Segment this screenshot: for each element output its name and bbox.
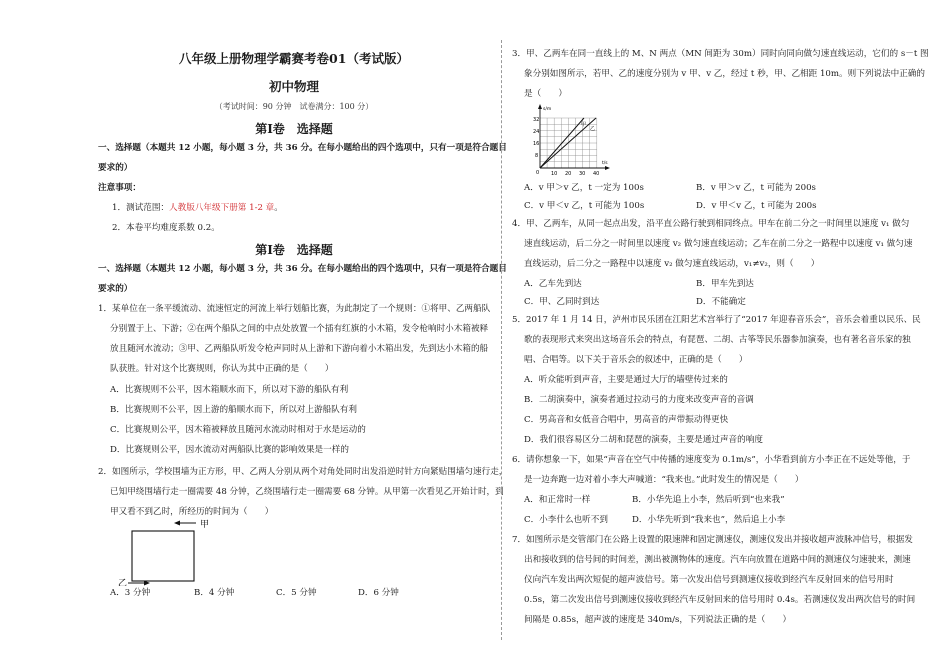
q4-option-a: A．乙车先到达 <box>524 279 582 289</box>
q7-line-3: 仪向汽车发出两次短促的超声波信号。第一次发出信号到测速仪接收到经汽车反射回来的信号用时 <box>524 575 894 585</box>
exam-title: 八年级上册物理学霸赛考卷01（考试版） <box>179 51 409 66</box>
note-1-suffix: 。 <box>274 203 283 213</box>
q3-option-b: B．v 甲＞v 乙，t 可能为 200s <box>696 183 816 193</box>
q3-option-d: D．v 甲＜v 乙，t 可能为 200s <box>696 201 817 211</box>
label-jia: 甲 <box>200 520 210 530</box>
note-1-prefix: 1．测试范围： <box>112 203 170 213</box>
q5-option-d: D．我们很容易区分二胡和琵琶的演奏，主要是通过声音的响度 <box>524 435 763 445</box>
y-axis-arrow <box>538 104 542 109</box>
x-tick-40: 40 <box>593 171 600 177</box>
column-divider <box>501 40 502 640</box>
y-tick-24: 24 <box>533 129 540 135</box>
section-heading-2: 第Ⅰ卷 选择题 <box>255 243 333 257</box>
origin-label: 0 <box>536 170 540 176</box>
q4-option-c: C．甲、乙同时到达 <box>524 297 600 307</box>
q6-option-c: C．小李什么也听不到 <box>524 515 608 525</box>
q4-line-3: 直线运动，后二分之一路程中以速度 v₂ 做匀速直线运动，v₁≠v₂，则（ ） <box>524 259 820 269</box>
q5-option-b: B．二胡演奏中，演奏者通过拉动弓的力度来改变声音的音调 <box>524 395 754 405</box>
x-tick-20: 20 <box>565 171 572 177</box>
section-instruction-1b: 要求的） <box>98 163 133 173</box>
q2-option-a: A．3 分钟 <box>110 588 151 598</box>
q3-option-c: C．v 甲＜v 乙，t 可能为 100s <box>524 201 645 211</box>
q2-line-3: 甲又看不到乙时，所经历的时间为（ ） <box>110 507 274 517</box>
q7-line-1: 7．如图所示是交管部门在公路上设置的限速牌和固定测速仪，测速仪发出并接收超声波脉冲信号，根据发 <box>512 535 913 545</box>
q6-line-1: 6．请你想象一下，如果“声音在空气中传播的速度变为 0.1m/s”，小华看到前方小李正在不远处等他，于 <box>512 455 911 465</box>
series-label-yi: 乙 <box>590 126 596 132</box>
q5-line-1: 5．2017 年 1 月 14 日，泸州市民乐团在江阳艺术宫举行了“2017 年迎春音乐会”，音乐会着重以民乐、民 <box>512 315 921 325</box>
q4-option-b: B．甲车先到达 <box>696 279 754 289</box>
note-2: 2．本卷平均难度系数 0.2。 <box>112 223 220 233</box>
x-tick-10: 10 <box>551 171 558 177</box>
x-axis-label: t/s <box>602 161 608 166</box>
q4-option-d: D．不能确定 <box>696 297 746 307</box>
q1-option-b: B．比赛规则不公平，因上游的船顺水而下，所以对上游船队有利 <box>110 405 357 415</box>
q2-option-b: B．4 分钟 <box>194 588 235 598</box>
q7-line-4: 0.5s，第二次发出信号到测速仪接收到经汽车反射回来的信号用时 0.4s。若测速仪发出两次信号的时间 <box>524 595 916 605</box>
note-1-scope: 人教版八年级下册第 1-2 章 <box>169 203 275 213</box>
q1-line-4: 队获胜。针对这个比赛规则，你认为其中正确的是（ ） <box>110 364 334 374</box>
q6-option-b: B．小华先追上小李，然后听到“也来我” <box>632 495 785 505</box>
q3-st-chart <box>520 102 614 178</box>
section-heading-1: 第Ⅰ卷 选择题 <box>255 122 333 136</box>
q4-line-1: 4．甲、乙两车，从同一起点出发，沿平直公路行驶到相同终点。甲车在前二分之一时间里以速度 v₁ 做匀 <box>512 219 910 229</box>
q6-line-2: 是一边奔跑一边对着小李大声喊道：“我来也。”此时发生的情况是（ ） <box>524 475 804 485</box>
q3-line-3: 是（ ） <box>524 89 567 99</box>
q1-option-a: A．比赛规则不公平，因木箱顺水而下，所以对下游的船队有利 <box>110 385 349 395</box>
q4-line-2: 速直线运动，后二分之一时间里以速度 v₂ 做匀速直线运动；乙车在前二分之一路程中以速度 v₁ 做匀速 <box>524 239 913 249</box>
jia-arrowhead <box>174 521 180 526</box>
q1-line-1: 1．某单位在一条平缓流动、流速恒定的河流上举行划船比赛，为此制定了一个规则：①将甲、乙两船队 <box>98 304 491 314</box>
q5-option-a: A．听众能听到声音，主要是通过大厅的墙壁传过来的 <box>524 375 728 385</box>
notes-title: 注意事项： <box>98 183 141 193</box>
q5-line-3: 唱、合唱等。以下关于音乐会的叙述中，正确的是（ ） <box>524 355 748 365</box>
y-tick-32: 32 <box>533 117 540 123</box>
q1-option-c: C．比赛规则公平，因木箱被释放且随河水流动时相对于水是运动的 <box>110 425 366 435</box>
note-1 <box>112 198 283 218</box>
section-instruction-1: 一、选择题（本题共 12 小题，每小题 3 分，共 36 分。在每小题给出的四个选项中，只有一项是符合题目 <box>98 143 507 153</box>
q7-line-2: 出和接收到的信号间的时间差，测出被测物体的速度。汽车向放置在道路中间的测速仪匀速驶来，测速 <box>524 555 911 565</box>
q6-option-a: A．和正常时一样 <box>524 495 591 505</box>
q1-line-2: 分别置于上、下游；②在两个船队之间的中点处放置一个插有红旗的小木箱，发令枪响时小木箱被释 <box>110 324 489 334</box>
q7-line-5: 间隔是 0.85s，超声波的速度是 340m/s，下列说法正确的是（ ） <box>524 615 792 625</box>
section-instruction-2b: 要求的） <box>98 284 133 294</box>
q2-option-d: D．6 分钟 <box>358 588 399 598</box>
exam-info: （考试时间：90 分钟 试卷满分：100 分） <box>214 102 374 111</box>
q5-option-c: C．男高音和女低音合唱中，男高音的声带振动得更快 <box>524 415 729 425</box>
q2-option-c: C．5 分钟 <box>276 588 317 598</box>
x-axis-arrow <box>605 166 610 170</box>
q2-wall-diagram <box>116 518 236 586</box>
y-tick-8: 8 <box>535 153 539 159</box>
x-tick-30: 30 <box>579 171 586 177</box>
q3-option-a: A．v 甲＞v 乙，t 一定为 100s <box>524 183 644 193</box>
series-label-jia: 甲 <box>581 122 587 128</box>
q2-line-2: 已知甲绕围墙行走一圈需要 48 分钟，乙绕围墙行走一圈需要 68 分钟。从甲第一次看见乙开始计时，到 <box>110 487 504 497</box>
label-yi: 乙 <box>118 579 128 586</box>
section-instruction-2: 一、选择题（本题共 12 小题，每小题 3 分，共 36 分。在每小题给出的四个选项中，只有一项是符合题目 <box>98 264 507 274</box>
wall-square <box>132 531 194 581</box>
q6-option-d: D．小华先听到“我来也”，然后追上小李 <box>632 515 786 525</box>
q5-line-2: 歌的表现形式来突出这场音乐会的特点，有琵琶、二胡、古筝等民乐器参加演奏，也有著名音乐家的独 <box>524 335 911 345</box>
q2-line-1: 2．如图所示，学校围墙为正方形，甲、乙两人分别从两个对角处同时出发沿逆时针方向紧贴围墙匀速行走， <box>98 467 508 477</box>
q1-option-d: D．比赛规则公平，因水流动对两船队比赛的影响效果是一样的 <box>110 445 349 455</box>
exam-subject: 初中物理 <box>268 79 319 94</box>
q1-line-3: 放且随河水流动；③甲、乙两船队听发令枪声同时从上游和下游向着小木箱出发，先到达小木箱的船 <box>110 344 489 354</box>
y-tick-16: 16 <box>533 141 540 147</box>
q3-line-1: 3．甲、乙两车在同一直线上的 M、N 两点（MN 间距为 30m）同时向同向做匀速直线运动，它们的 s－t 图 <box>512 49 929 59</box>
q3-line-2: 象分别如图所示，若甲、乙的速度分别为 v 甲、v 乙，经过 t 秒，甲、乙相距 10m。则下列说法中正确的 <box>524 69 925 79</box>
y-axis-label: s/m <box>543 107 552 112</box>
